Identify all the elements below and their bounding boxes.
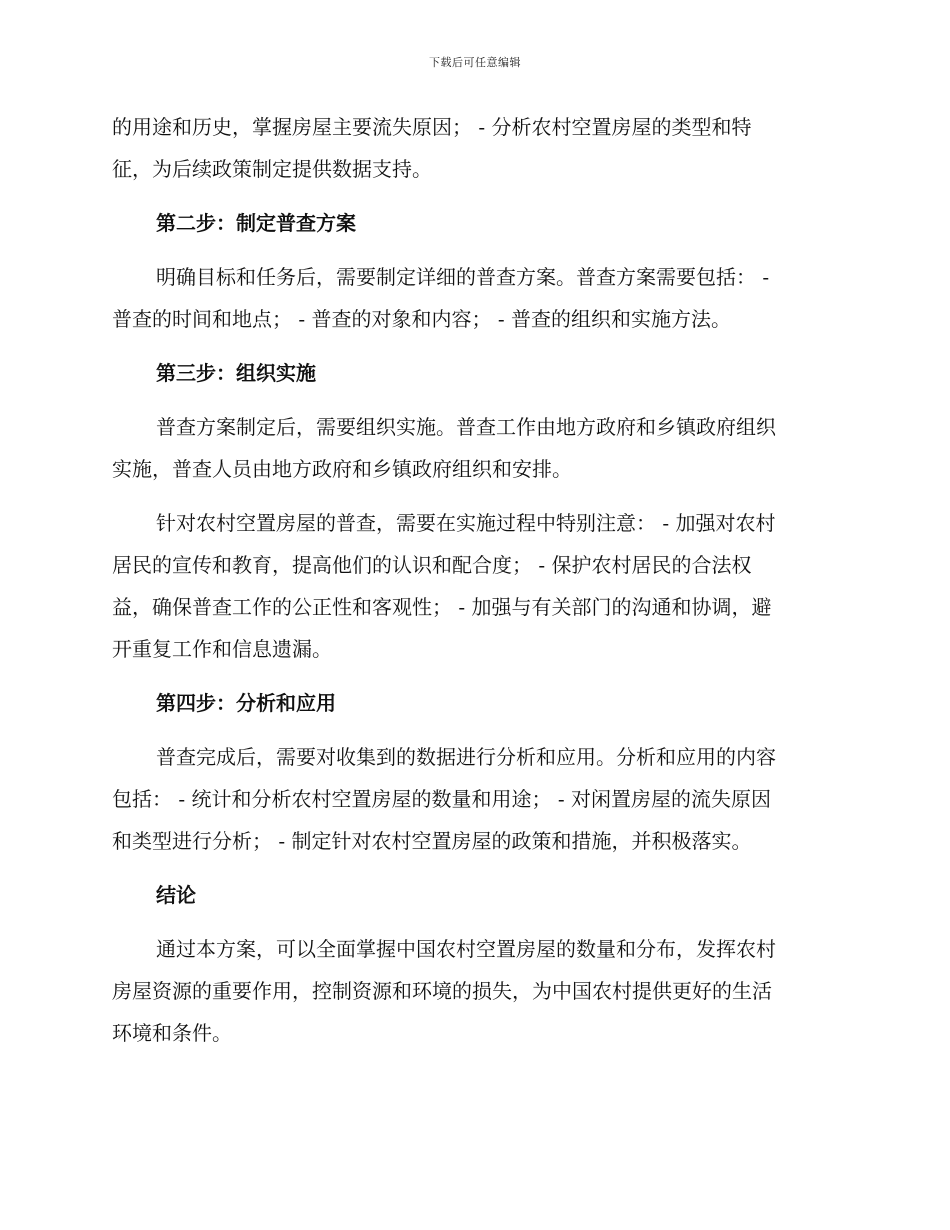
paragraph-notes — [112, 502, 832, 670]
text-line: 普查完成后，需要对收集到的数据进行分析和应用。分析和应用的内容 — [156, 745, 776, 769]
text-line: 的用途和历史，掌握房屋主要流失原因； - 分析农村空置房屋的类型和特 — [112, 115, 752, 139]
text-line: 征，为后续政策制定提供数据支持。 — [112, 157, 432, 181]
text-line: 房屋资源的重要作用，控制资源和环境的损失，为中国农村提供更好的生活 — [112, 979, 772, 1003]
text-line: 普查的时间和地点； - 普查的对象和内容； - 普查的组织和实施方法。 — [112, 307, 731, 331]
text-line: 明确目标和任务后，需要制定详细的普查方案。普查方案需要包括： - — [156, 265, 770, 289]
text-line: 通过本方案，可以全面掌握中国农村空置房屋的数量和分布，发挥农村 — [156, 937, 776, 961]
document-body — [112, 106, 832, 1066]
section-heading-step4: 第四步：分析和应用 — [156, 691, 336, 715]
paragraph-plan — [112, 256, 832, 340]
page-header-note: 下载后可任意编辑 — [429, 56, 521, 69]
text-line: 实施，普查人员由地方政府和乡镇政府组织和安排。 — [112, 457, 572, 481]
text-line: 居民的宣传和教育，提高他们的认识和配合度； - 保护农村居民的合法权 — [112, 553, 752, 577]
section-heading-conclusion: 结论 — [156, 883, 196, 907]
paragraph-implementation — [112, 406, 832, 490]
paragraph-continued — [112, 106, 832, 190]
text-line: 环境和条件。 — [112, 1021, 232, 1045]
text-line: 针对农村空置房屋的普查，需要在实施过程中特别注意： - 加强对农村 — [156, 511, 776, 535]
text-line: 和类型进行分析； - 制定针对农村空置房屋的政策和措施，并积极落实。 — [112, 829, 752, 853]
paragraph-analysis — [112, 736, 832, 862]
text-line: 益，确保普查工作的公正性和客观性； - 加强与有关部门的沟通和协调，避 — [112, 595, 772, 619]
text-line: 普查方案制定后，需要组织实施。普查工作由地方政府和乡镇政府组织 — [156, 415, 776, 439]
section-heading-step2: 第二步：制定普查方案 — [156, 211, 356, 235]
section-heading-step3: 第三步：组织实施 — [156, 361, 316, 385]
paragraph-conclusion — [112, 928, 832, 1054]
text-line: 开重复工作和信息遗漏。 — [112, 637, 332, 661]
text-line: 包括： - 统计和分析农村空置房屋的数量和用途； - 对闲置房屋的流失原因 — [112, 787, 771, 811]
